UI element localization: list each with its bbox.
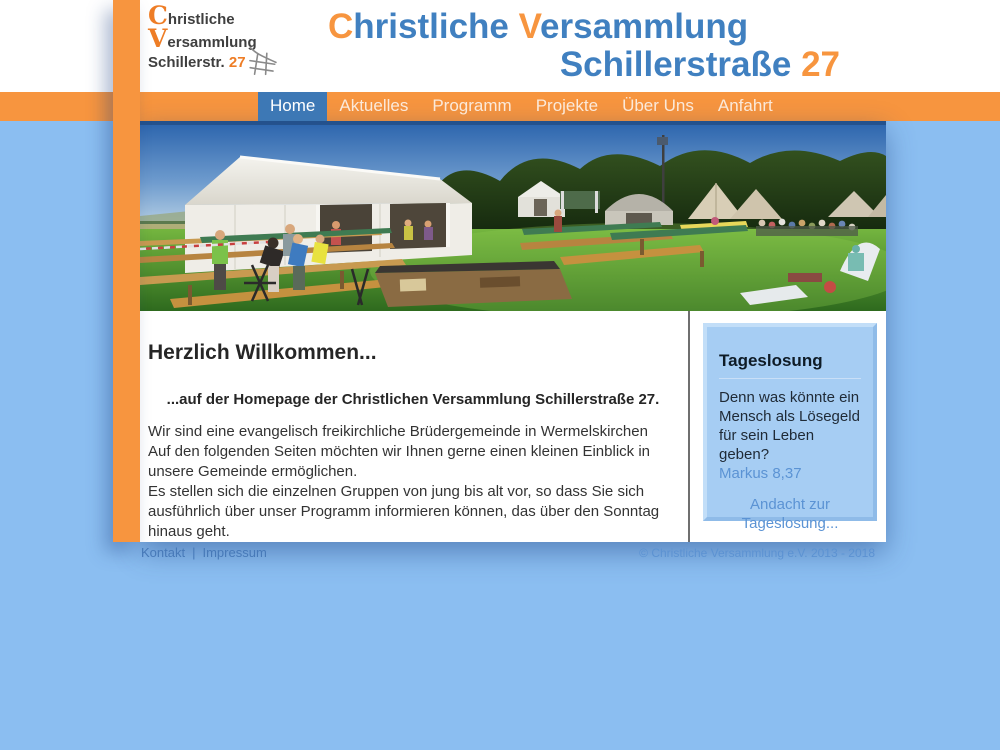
tageslosung-title: Tageslosung bbox=[719, 351, 861, 379]
main-content-container bbox=[140, 121, 886, 542]
paragraph-line: Wir sind eine evangelisch freikirchliche Brüdergemeinde in Wermelskirchen bbox=[148, 423, 648, 440]
hero-photo bbox=[140, 121, 886, 311]
tageslosung-box bbox=[703, 323, 877, 532]
orange-cross-stripe bbox=[113, 0, 140, 542]
footer-copyright: © Christliche Versammlung e.V. 2013 - 2018 bbox=[639, 546, 875, 560]
nav-item-anfahrt[interactable]: Anfahrt bbox=[717, 96, 773, 115]
sidebar bbox=[688, 311, 886, 542]
tageslosung-reference-link[interactable]: Markus 8,37 bbox=[719, 465, 802, 482]
main-navigation bbox=[258, 92, 785, 121]
nav-item-programm[interactable]: Programm bbox=[432, 96, 512, 115]
welcome-article bbox=[140, 311, 688, 542]
page-title-line1: Christliche Versammlung bbox=[328, 7, 749, 46]
logo-line3: Schillerstr. 27 bbox=[148, 54, 246, 71]
welcome-heading: Herzlich Willkommen... bbox=[148, 341, 377, 364]
nav-item-ueber-uns[interactable]: Über Uns bbox=[622, 96, 694, 115]
site-logo[interactable] bbox=[148, 1, 278, 73]
page-title bbox=[328, 8, 840, 84]
footer-link-separator: | bbox=[192, 545, 196, 560]
nav-item-projekte[interactable]: Projekte bbox=[535, 96, 599, 115]
footer-link-kontakt[interactable]: Kontakt bbox=[141, 545, 186, 560]
nav-item-aktuelles[interactable]: Aktuelles bbox=[339, 96, 409, 115]
paragraph-line: Es stellen sich die einzelnen Gruppen von jung bis alt vor, so dass Sie sich ausführlich über unser Programm informieren können, das über den Sonntag hinaus geht. bbox=[148, 483, 660, 540]
nav-item-home[interactable]: Home bbox=[258, 92, 327, 121]
photo-cardboard-box bbox=[375, 261, 572, 307]
footer-links bbox=[141, 545, 267, 560]
tageslosung-verse: Denn was könnte ein Mensch als Lösegeld für sein Leben geben? bbox=[719, 389, 860, 463]
footer-link-impressum[interactable]: Impressum bbox=[202, 545, 267, 560]
logo-line2: Versammlung bbox=[148, 24, 257, 53]
page-title-line2: Schillerstraße 27 bbox=[559, 45, 840, 84]
paragraph-line: Auf den folgenden Seiten möchten wir Ihnen gerne einen kleinen Einblick in unsere Gemeinde ermöglichen. bbox=[148, 443, 651, 480]
welcome-paragraph bbox=[148, 422, 678, 542]
welcome-subheading: ...auf der Homepage der Christlichen Versammlung Schillerstraße 27. bbox=[166, 391, 660, 408]
andacht-link[interactable]: Andacht zur Tageslosung... bbox=[741, 496, 839, 532]
logo-line1: Christliche bbox=[148, 1, 235, 30]
sketched-window-cross-icon bbox=[246, 37, 280, 77]
